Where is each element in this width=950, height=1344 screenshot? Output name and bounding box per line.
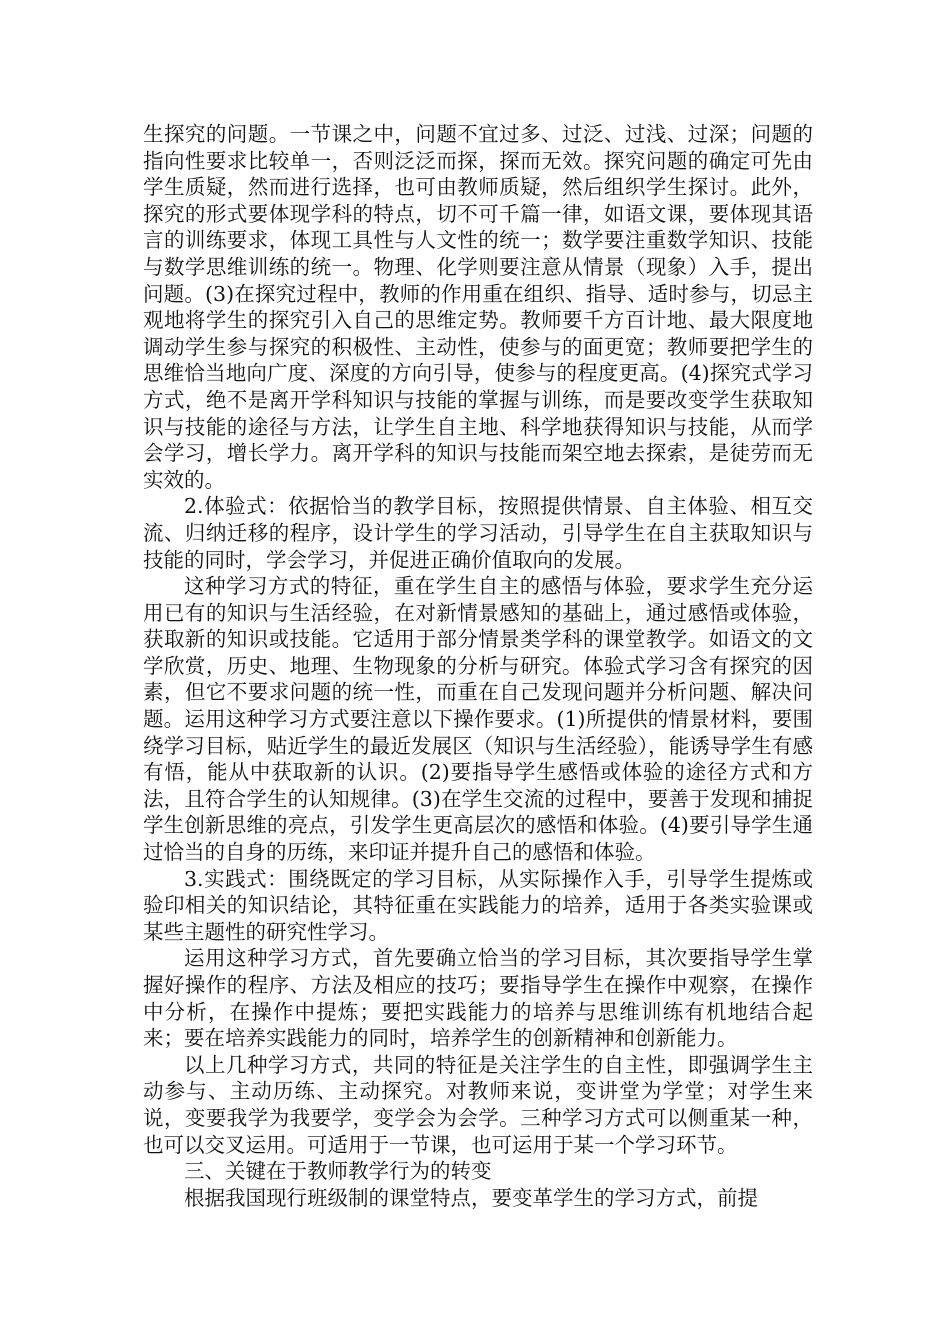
paragraph-practical-usage: 运用这种学习方式，首先要确立恰当的学习目标，其次要指导学生掌握好操作的程序、方法及相应的技巧；要指导学生在操作中观察，在操作中分析，在操作中提炼；要把实践能力的培养与思维训练有机地结合起来；要在培养实践能力的同时，培养学生的创新精神和创新能力。: [143, 946, 813, 1051]
paragraph-teacher-behavior: 根据我国现行班级制的课堂特点，要变革学生的学习方式，前提: [184, 1185, 758, 1210]
paragraph-experiential-features: 这种学习方式的特征，重在学生自主的感悟与体验，要求学生充分运用已有的知识与生活经验，在对新情景感知的基础上，通过感悟或体验，获取新的知识或技能。它适用于部分情景类学科的课堂教学。如语文的文学欣赏，历史、地理、生物现象的分析与研究。体验式学习含有探究的因素，但它不要求问题的统一性，而重在自己发现问题并分析问题、解决问题。运用这种学习方式要注意以下操作要求。(1)所提供的情景材料，要围绕学习目标，贴近学生的最近发展区（知识与生活经验），能诱导学生有感有悟，能从中获取新的认识。(2)要指导学生感悟或体验的途径方式和方法，且符合学生的认知规律。(3)在学生交流的过程中，要善于发现和捕捉学生创新思维的亮点，引发学生更高层次的感悟和体验。(4)要引导学生通过恰当的自身的历练，来印证并提升自己的感悟和体验。: [143, 574, 813, 865]
section-heading: 三、关键在于教师教学行为的转变: [184, 1159, 492, 1184]
paragraph-practical-method: 3.实践式：围绕既定的学习目标，从实际操作入手，引导学生提炼或验印相关的知识结论，其特征重在实践能力的培养，适用于各类实验课或某些主题性的研究性学习。: [143, 866, 813, 944]
paragraph-experiential-method: 2.体验式：依据恰当的教学目标，按照提供情景、自主体验、相互交流、归纳迁移的程序，设计学生的学习活动，引导学生在自主获取知识与技能的同时，学会学习，并促进正确价值取向的发展。: [143, 494, 813, 572]
paragraph-summary: 以上几种学习方式，共同的特征是关注学生的自主性，即强调学生主动参与、主动历练、主动探究。对教师来说，变讲堂为学堂；对学生来说，变要我学为我要学，变学会为会学。三种学习方式可以侧重某一种，也可以交叉运用。可适用于一节课，也可运用于某一个学习环节。: [143, 1052, 813, 1157]
document-page: [143, 121, 813, 1211]
paragraph-inquiry-continuation: 生探究的问题。一节课之中，问题不宜过多、过泛、过浅、过深；问题的指向性要求比较单一，否则泛泛而探，探而无效。探究问题的确定可先由学生质疑，然而进行选择，也可由教师质疑，然后组织学生探讨。此外，探究的形式要体现学科的特点，切不可千篇一律，如语文课，要体现其语言的训练要求，体现工具性与人文性的统一；数学要注重数学知识、技能与数学思维训练的统一。物理、化学则要注意从情景（现象）入手，提出问题。(3)在探究过程中，教师的作用重在组织、指导、适时参与，切忌主观地将学生的探究引入自己的思维定势。教师要千方百计地、最大限度地调动学生参与探究的积极性、主动性，使参与的面更宽；教师要把学生的思维恰当地向广度、深度的方向引导，使参与的程度更高。(4)探究式学习方式，绝不是离开学科知识与技能的掌握与训练，而是要改变学生获取知识与技能的途径与方法，让学生自主地、科学地获得知识与技能，从而学会学习，增长学力。离开学科的知识与技能而架空地去探索，是徒劳而无实效的。: [143, 122, 813, 492]
